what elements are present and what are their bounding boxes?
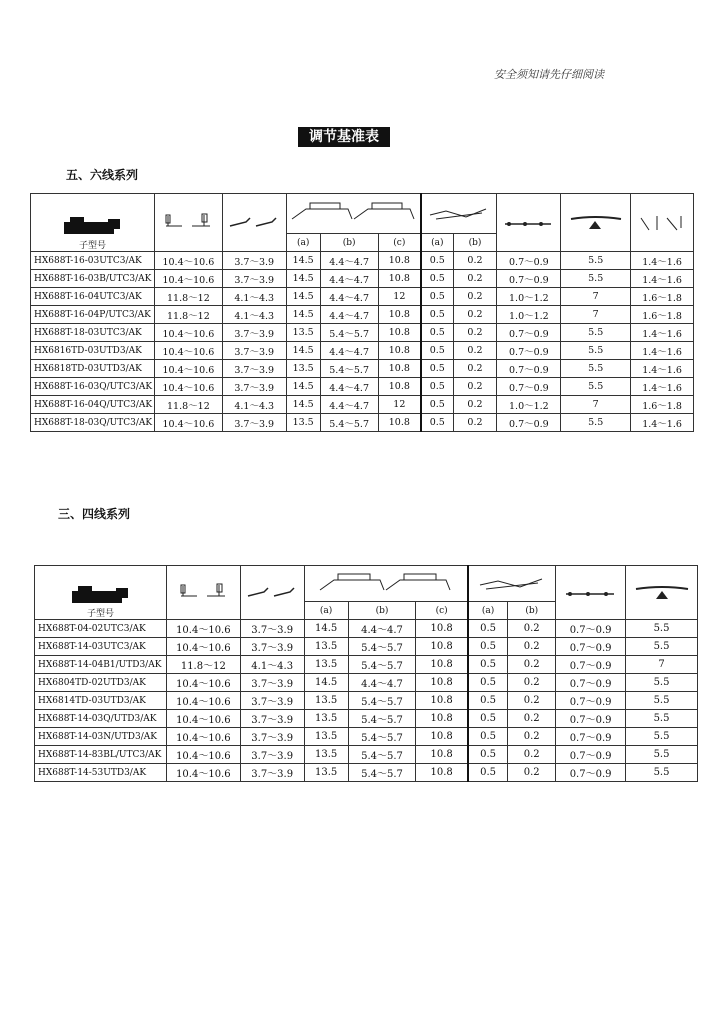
looper-position-icon: [226, 212, 282, 234]
feed-dog-header: [286, 194, 421, 234]
value-cell: 4.1～4.3: [222, 288, 286, 306]
model-cell: HX688T-16-03Q/UTC3/AK: [31, 378, 155, 396]
value-cell: 0.2: [453, 324, 497, 342]
value-cell: 0.2: [508, 710, 556, 728]
value-cell: 0.2: [453, 288, 497, 306]
value-cell: 10.4～10.6: [154, 324, 222, 342]
table-row: [35, 728, 698, 746]
feed-height-icon: [567, 213, 625, 233]
value-cell: 0.5: [468, 620, 508, 638]
value-cell: 0.5: [468, 710, 508, 728]
needle-guard-header: [421, 194, 497, 234]
table-row: [31, 378, 694, 396]
value-cell: 0.2: [508, 746, 556, 764]
value-cell: 10.4～10.6: [154, 270, 222, 288]
value-cell: 3.7～3.9: [222, 414, 286, 432]
value-cell: 0.5: [421, 288, 453, 306]
value-cell: 3.7～3.9: [222, 360, 286, 378]
value-cell: 13.5: [304, 692, 348, 710]
value-cell: 0.5: [421, 378, 453, 396]
model-cell: HX688T-18-03Q/UTC3/AK: [31, 414, 155, 432]
table-row: [31, 252, 694, 270]
value-cell: 11.8～12: [154, 288, 222, 306]
value-cell: 0.5: [468, 674, 508, 692]
value-cell: 10.8: [416, 674, 468, 692]
value-cell: 10.4～10.6: [166, 638, 240, 656]
value-cell: 5.5: [561, 252, 631, 270]
value-cell: 0.5: [421, 342, 453, 360]
value-cell: 5.4～5.7: [348, 764, 416, 782]
value-cell: 4.4～4.7: [348, 620, 416, 638]
value-cell: 13.5: [304, 764, 348, 782]
value-cell: 14.5: [286, 288, 320, 306]
value-cell: 0.7～0.9: [556, 620, 626, 638]
thread-tension-icon: [637, 212, 687, 234]
model-cell: HX688T-16-04Q/UTC3/AK: [31, 396, 155, 414]
value-cell: 5.5: [626, 710, 698, 728]
feed-height-icon: [632, 583, 692, 603]
value-cell: 10.8: [378, 270, 421, 288]
value-cell: 10.8: [416, 656, 468, 674]
value-cell: 4.4～4.7: [320, 342, 378, 360]
thread-tension-header: [631, 194, 694, 252]
value-cell: 10.4～10.6: [166, 728, 240, 746]
sewing-machine-icon: [60, 214, 124, 238]
value-cell: 7: [561, 306, 631, 324]
header-note: 安全须知请先仔细阅读: [494, 68, 604, 81]
value-cell: 3.7～3.9: [240, 710, 304, 728]
value-cell: 10.4～10.6: [154, 342, 222, 360]
value-cell: 0.2: [508, 692, 556, 710]
feed-height-header: [561, 194, 631, 252]
needle-guard-header: [468, 566, 556, 602]
table-row: [31, 360, 694, 378]
value-cell: 14.5: [286, 396, 320, 414]
value-cell: 3.7～3.9: [240, 764, 304, 782]
value-cell: 3.7～3.9: [222, 324, 286, 342]
model-cell: HX6818TD-03UTD3/AK: [31, 360, 155, 378]
value-cell: 3.7～3.9: [240, 620, 304, 638]
value-cell: 10.8: [378, 360, 421, 378]
value-cell: 0.5: [421, 324, 453, 342]
value-cell: 0.5: [421, 252, 453, 270]
page-title: 调节基准表: [298, 127, 390, 147]
value-cell: 1.4～1.6: [631, 360, 694, 378]
value-cell: 12: [378, 396, 421, 414]
value-cell: 0.7～0.9: [497, 378, 561, 396]
value-cell: 3.7～3.9: [222, 270, 286, 288]
feed-dog-height-icon: [316, 572, 456, 596]
model-cell: HX688T-14-03Q/UTD3/AK: [35, 710, 167, 728]
value-cell: 5.4～5.7: [348, 638, 416, 656]
presser-foot-header: [497, 194, 561, 252]
sub-label-c: (c): [416, 602, 468, 620]
value-cell: 5.5: [561, 324, 631, 342]
looper-header: [240, 566, 304, 620]
value-cell: 3.7～3.9: [240, 728, 304, 746]
table-row: [31, 342, 694, 360]
value-cell: 10.8: [416, 764, 468, 782]
value-cell: 0.7～0.9: [556, 656, 626, 674]
value-cell: 14.5: [286, 270, 320, 288]
presser-foot-header: [556, 566, 626, 620]
value-cell: 0.2: [508, 620, 556, 638]
value-cell: 0.7～0.9: [556, 746, 626, 764]
value-cell: 1.6～1.8: [631, 306, 694, 324]
value-cell: 5.5: [626, 764, 698, 782]
table-row: [31, 288, 694, 306]
value-cell: 0.2: [508, 656, 556, 674]
value-cell: 5.5: [561, 342, 631, 360]
value-cell: 13.5: [304, 656, 348, 674]
model-cell: HX688T-16-03B/UTC3/AK: [31, 270, 155, 288]
table-row: [35, 746, 698, 764]
value-cell: 3.7～3.9: [222, 252, 286, 270]
value-cell: 10.4～10.6: [154, 414, 222, 432]
value-cell: 0.5: [421, 306, 453, 324]
value-cell: 0.2: [508, 674, 556, 692]
value-cell: 0.5: [421, 270, 453, 288]
value-cell: 4.4～4.7: [320, 306, 378, 324]
sub-label-b: (b): [348, 602, 416, 620]
value-cell: 0.5: [468, 728, 508, 746]
value-cell: 5.5: [626, 728, 698, 746]
value-cell: 13.5: [304, 746, 348, 764]
table-row: [35, 692, 698, 710]
value-cell: 5.5: [626, 746, 698, 764]
presser-foot-icon: [562, 586, 620, 600]
value-cell: 10.4～10.6: [166, 674, 240, 692]
needle-bar-height-icon: [160, 212, 216, 234]
value-cell: 10.8: [378, 252, 421, 270]
value-cell: 1.4～1.6: [631, 342, 694, 360]
value-cell: 0.5: [421, 414, 453, 432]
model-cell: HX688T-14-83BL/UTC3/AK: [35, 746, 167, 764]
value-cell: 4.4～4.7: [320, 252, 378, 270]
value-cell: 10.8: [416, 728, 468, 746]
value-cell: 3.7～3.9: [240, 674, 304, 692]
value-cell: 7: [626, 656, 698, 674]
section1-heading: 五、六线系列: [66, 168, 139, 182]
value-cell: 10.8: [378, 342, 421, 360]
table-row: [35, 638, 698, 656]
value-cell: 13.5: [286, 414, 320, 432]
model-label: 子型号: [86, 609, 114, 619]
value-cell: 0.2: [453, 378, 497, 396]
value-cell: 0.2: [453, 396, 497, 414]
value-cell: 1.6～1.8: [631, 288, 694, 306]
feed-dog-height-icon: [288, 201, 418, 227]
value-cell: 1.4～1.6: [631, 252, 694, 270]
value-cell: 4.4～4.7: [348, 674, 416, 692]
presser-foot-icon: [501, 216, 557, 230]
value-cell: 1.0～1.2: [497, 306, 561, 324]
value-cell: 0.5: [468, 746, 508, 764]
value-cell: 3.7～3.9: [222, 342, 286, 360]
table-row: [31, 324, 694, 342]
value-cell: 1.6～1.8: [631, 396, 694, 414]
value-cell: 0.5: [421, 396, 453, 414]
model-cell: HX688T-14-03N/UTD3/AK: [35, 728, 167, 746]
table-row: [35, 710, 698, 728]
table-four-line: [34, 565, 698, 782]
value-cell: 4.4～4.7: [320, 270, 378, 288]
value-cell: 0.7～0.9: [497, 360, 561, 378]
sub-label-c: (c): [378, 234, 421, 252]
value-cell: 10.8: [416, 692, 468, 710]
value-cell: 5.5: [626, 692, 698, 710]
value-cell: 0.7～0.9: [497, 414, 561, 432]
value-cell: 0.2: [508, 764, 556, 782]
value-cell: 5.4～5.7: [348, 656, 416, 674]
looper-header: [222, 194, 286, 252]
model-cell: HX688T-04-02UTC3/AK: [35, 620, 167, 638]
value-cell: 4.1～4.3: [222, 396, 286, 414]
value-cell: 4.4～4.7: [320, 378, 378, 396]
value-cell: 0.7～0.9: [497, 270, 561, 288]
value-cell: 3.7～3.9: [222, 378, 286, 396]
value-cell: 0.2: [508, 728, 556, 746]
value-cell: 10.4～10.6: [154, 252, 222, 270]
value-cell: 0.7～0.9: [556, 674, 626, 692]
value-cell: 13.5: [304, 638, 348, 656]
model-header-cell: [35, 566, 167, 620]
value-cell: 0.7～0.9: [497, 342, 561, 360]
value-cell: 1.0～1.2: [497, 396, 561, 414]
value-cell: 10.8: [378, 414, 421, 432]
value-cell: 5.4～5.7: [348, 746, 416, 764]
value-cell: 11.8～12: [154, 396, 222, 414]
model-cell: HX688T-16-04P/UTC3/AK: [31, 306, 155, 324]
value-cell: 4.1～4.3: [240, 656, 304, 674]
value-cell: 13.5: [304, 710, 348, 728]
needle-guard-icon: [426, 203, 492, 225]
value-cell: 10.4～10.6: [166, 764, 240, 782]
value-cell: 1.4～1.6: [631, 414, 694, 432]
value-cell: 4.4～4.7: [320, 288, 378, 306]
model-cell: HX6814TD-03UTD3/AK: [35, 692, 167, 710]
value-cell: 10.4～10.6: [166, 710, 240, 728]
model-cell: HX688T-14-04B1/UTD3/AK: [35, 656, 167, 674]
value-cell: 4.4～4.7: [320, 396, 378, 414]
model-header-cell: [31, 194, 155, 252]
sub-label-b2: (b): [453, 234, 497, 252]
looper-position-icon: [244, 582, 300, 604]
value-cell: 0.7～0.9: [497, 324, 561, 342]
model-cell: HX688T-18-03UTC3/AK: [31, 324, 155, 342]
value-cell: 10.4～10.6: [166, 620, 240, 638]
value-cell: 13.5: [286, 360, 320, 378]
value-cell: 1.4～1.6: [631, 270, 694, 288]
value-cell: 5.4～5.7: [320, 324, 378, 342]
table-six-line: [30, 193, 694, 432]
value-cell: 3.7～3.9: [240, 746, 304, 764]
value-cell: 3.7～3.9: [240, 638, 304, 656]
value-cell: 5.5: [561, 360, 631, 378]
value-cell: 14.5: [286, 252, 320, 270]
value-cell: 0.7～0.9: [556, 638, 626, 656]
model-cell: HX688T-14-03UTC3/AK: [35, 638, 167, 656]
value-cell: 13.5: [304, 728, 348, 746]
value-cell: 0.7～0.9: [556, 764, 626, 782]
value-cell: 0.5: [468, 692, 508, 710]
value-cell: 5.5: [561, 378, 631, 396]
table-row: [35, 620, 698, 638]
value-cell: 5.4～5.7: [348, 728, 416, 746]
value-cell: 0.7～0.9: [497, 252, 561, 270]
value-cell: 5.4～5.7: [348, 692, 416, 710]
value-cell: 14.5: [304, 620, 348, 638]
value-cell: 0.7～0.9: [556, 728, 626, 746]
value-cell: 10.8: [416, 710, 468, 728]
value-cell: 14.5: [286, 306, 320, 324]
value-cell: 14.5: [304, 674, 348, 692]
sewing-machine-icon: [68, 584, 132, 606]
value-cell: 1.4～1.6: [631, 324, 694, 342]
sub-label-a: (a): [286, 234, 320, 252]
model-label: 子型号: [78, 241, 106, 251]
table-row: [35, 674, 698, 692]
value-cell: 10.8: [416, 638, 468, 656]
value-cell: 5.5: [626, 620, 698, 638]
value-cell: 5.5: [561, 270, 631, 288]
model-cell: HX688T-16-04UTC3/AK: [31, 288, 155, 306]
table-row: [31, 270, 694, 288]
table-row: [31, 396, 694, 414]
model-cell: HX688T-16-03UTC3/AK: [31, 252, 155, 270]
feed-dog-header: [304, 566, 468, 602]
value-cell: 5.4～5.7: [320, 414, 378, 432]
sub-label-a2: (a): [421, 234, 453, 252]
value-cell: 0.2: [453, 270, 497, 288]
value-cell: 5.5: [626, 674, 698, 692]
value-cell: 10.8: [416, 620, 468, 638]
value-cell: 7: [561, 396, 631, 414]
value-cell: 5.5: [626, 638, 698, 656]
value-cell: 14.5: [286, 342, 320, 360]
needle-bar-height-icon: [175, 582, 231, 604]
value-cell: 5.4～5.7: [348, 710, 416, 728]
value-cell: 7: [561, 288, 631, 306]
needle-guard-icon: [476, 573, 548, 595]
value-cell: 10.8: [416, 746, 468, 764]
value-cell: 4.1～4.3: [222, 306, 286, 324]
value-cell: 0.2: [453, 360, 497, 378]
sub-label-a: (a): [304, 602, 348, 620]
sub-label-a2: (a): [468, 602, 508, 620]
value-cell: 5.5: [561, 414, 631, 432]
feed-height-header: [626, 566, 698, 620]
needle-bar-header: [166, 566, 240, 620]
section2-heading: 三、四线系列: [58, 507, 131, 521]
value-cell: 0.2: [453, 414, 497, 432]
sub-label-b2: (b): [508, 602, 556, 620]
value-cell: 0.5: [421, 360, 453, 378]
value-cell: 10.8: [378, 306, 421, 324]
table-row: [31, 306, 694, 324]
sub-label-b: (b): [320, 234, 378, 252]
value-cell: 0.5: [468, 656, 508, 674]
value-cell: 10.4～10.6: [154, 378, 222, 396]
value-cell: 0.2: [453, 306, 497, 324]
value-cell: 0.2: [453, 252, 497, 270]
value-cell: 10.8: [378, 378, 421, 396]
value-cell: 0.7～0.9: [556, 710, 626, 728]
value-cell: 3.7～3.9: [240, 692, 304, 710]
value-cell: 0.7～0.9: [556, 692, 626, 710]
value-cell: 14.5: [286, 378, 320, 396]
value-cell: 0.5: [468, 638, 508, 656]
model-cell: HX6816TD-03UTD3/AK: [31, 342, 155, 360]
value-cell: 11.8～12: [166, 656, 240, 674]
value-cell: 12: [378, 288, 421, 306]
value-cell: 10.4～10.6: [166, 692, 240, 710]
value-cell: 11.8～12: [154, 306, 222, 324]
table-row: [35, 656, 698, 674]
value-cell: 5.4～5.7: [320, 360, 378, 378]
value-cell: 0.5: [468, 764, 508, 782]
value-cell: 10.8: [378, 324, 421, 342]
value-cell: 1.4～1.6: [631, 378, 694, 396]
value-cell: 10.4～10.6: [154, 360, 222, 378]
value-cell: 10.4～10.6: [166, 746, 240, 764]
needle-bar-header: [154, 194, 222, 252]
value-cell: 13.5: [286, 324, 320, 342]
model-cell: HX688T-14-53UTD3/AK: [35, 764, 167, 782]
model-cell: HX6804TD-02UTD3/AK: [35, 674, 167, 692]
table-row: [31, 414, 694, 432]
value-cell: 1.0～1.2: [497, 288, 561, 306]
value-cell: 0.2: [453, 342, 497, 360]
table-row: [35, 764, 698, 782]
value-cell: 0.2: [508, 638, 556, 656]
